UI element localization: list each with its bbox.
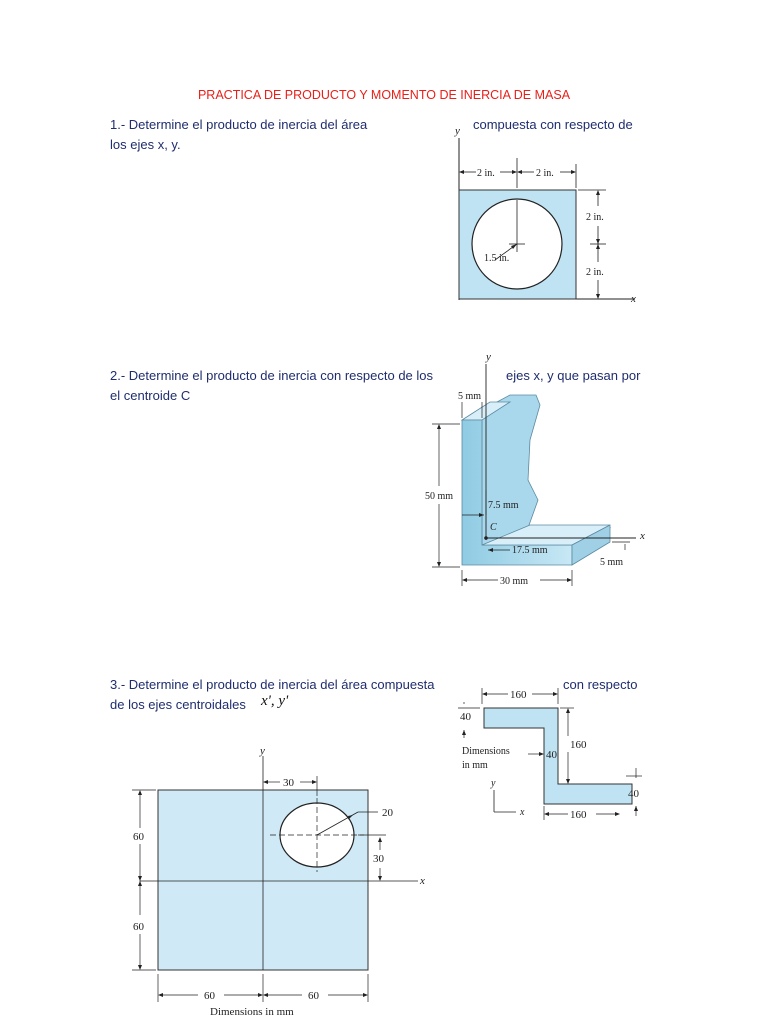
fig3-dim-top-w: 160 [510, 689, 527, 701]
fig3-dim-web-t: 40 [546, 749, 557, 761]
figure-3-square-with-hole [120, 740, 440, 1022]
fig1-dim-w1: 2 in. [477, 168, 495, 179]
figure-2-angle-section [420, 350, 655, 595]
fig2-y-label: y [486, 351, 491, 363]
fig3b-caption: Dimensions in mm [210, 1006, 294, 1018]
fig2-dim-cy: 7.5 mm [488, 500, 519, 511]
fig1-dim-h2: 2 in. [586, 267, 604, 278]
fig2-centroid-label: C [490, 522, 497, 533]
fig3b-dim-radius: 20 [382, 807, 393, 819]
fig3b-dim-w-left: 60 [204, 990, 215, 1002]
fig3-x-label: x [520, 807, 525, 818]
fig3-dim-bottom-t: 40 [628, 788, 639, 800]
page-title: PRACTICA DE PRODUCTO Y MOMENTO DE INERCIA DE MASA [197, 88, 571, 102]
fig3b-dim-circ-x: 30 [283, 777, 294, 789]
fig2-dim-thick-bottom: 5 mm [600, 557, 624, 568]
fig2-dim-width: 30 mm [500, 576, 529, 587]
fig3b-x-label: x [420, 875, 425, 887]
problem-3-text-line2: de los ejes centroidales [110, 697, 246, 712]
fig3b-dim-circ-y: 30 [373, 853, 384, 865]
problem-1-text-line2: los ejes x, y. [110, 137, 181, 152]
problem-2-text-left: 2.- Determine el producto de inercia con respecto de los [110, 368, 434, 383]
figure-3-z-section [450, 680, 650, 828]
fig3b-dim-h-bottom: 60 [133, 921, 144, 933]
problem-2-text-right: ejes x, y que pasan por [506, 368, 641, 383]
fig1-dim-w2: 2 in. [536, 168, 554, 179]
fig2-dim-height: 50 mm [425, 491, 454, 502]
fig2-dim-cx: 17.5 mm [512, 545, 548, 556]
fig1-x-label: x [631, 293, 636, 305]
fig3b-dim-w-right: 60 [308, 990, 319, 1002]
figure-1-square-with-hole [440, 120, 650, 315]
fig2-x-label: x [640, 530, 645, 542]
fig3b-dim-h-top: 60 [133, 831, 144, 843]
fig1-dim-h1: 2 in. [586, 212, 604, 223]
fig3b-y-label: y [260, 745, 265, 757]
fig1-radius-label: 1.5 in. [484, 253, 510, 264]
problem-2-text-line2: el centroide C [110, 388, 191, 403]
fig1-y-label: y [455, 125, 460, 137]
problem-1-text-right: compuesta con respecto de [473, 117, 633, 132]
problem-3-text-left: 3.- Determine el producto de inercia del área compuesta [110, 677, 435, 692]
fig2-dim-thick-top: 5 mm [458, 391, 482, 402]
fig3-dims-line2: in mm [462, 760, 488, 771]
fig3-dims-line1: Dimensions [462, 746, 510, 757]
fig3-dim-bottom-w: 160 [570, 809, 587, 821]
problem-1-text-left: 1.- Determine el producto de inercia del área [110, 117, 368, 132]
fig3-dim-height: 160 [570, 739, 587, 751]
fig3-y-label: y [491, 778, 496, 789]
problem-3-text-right: con respecto [563, 677, 638, 692]
fig3-dim-top-t: 40 [460, 711, 471, 723]
problem-3-axes-symbol: x', y' [261, 693, 289, 709]
